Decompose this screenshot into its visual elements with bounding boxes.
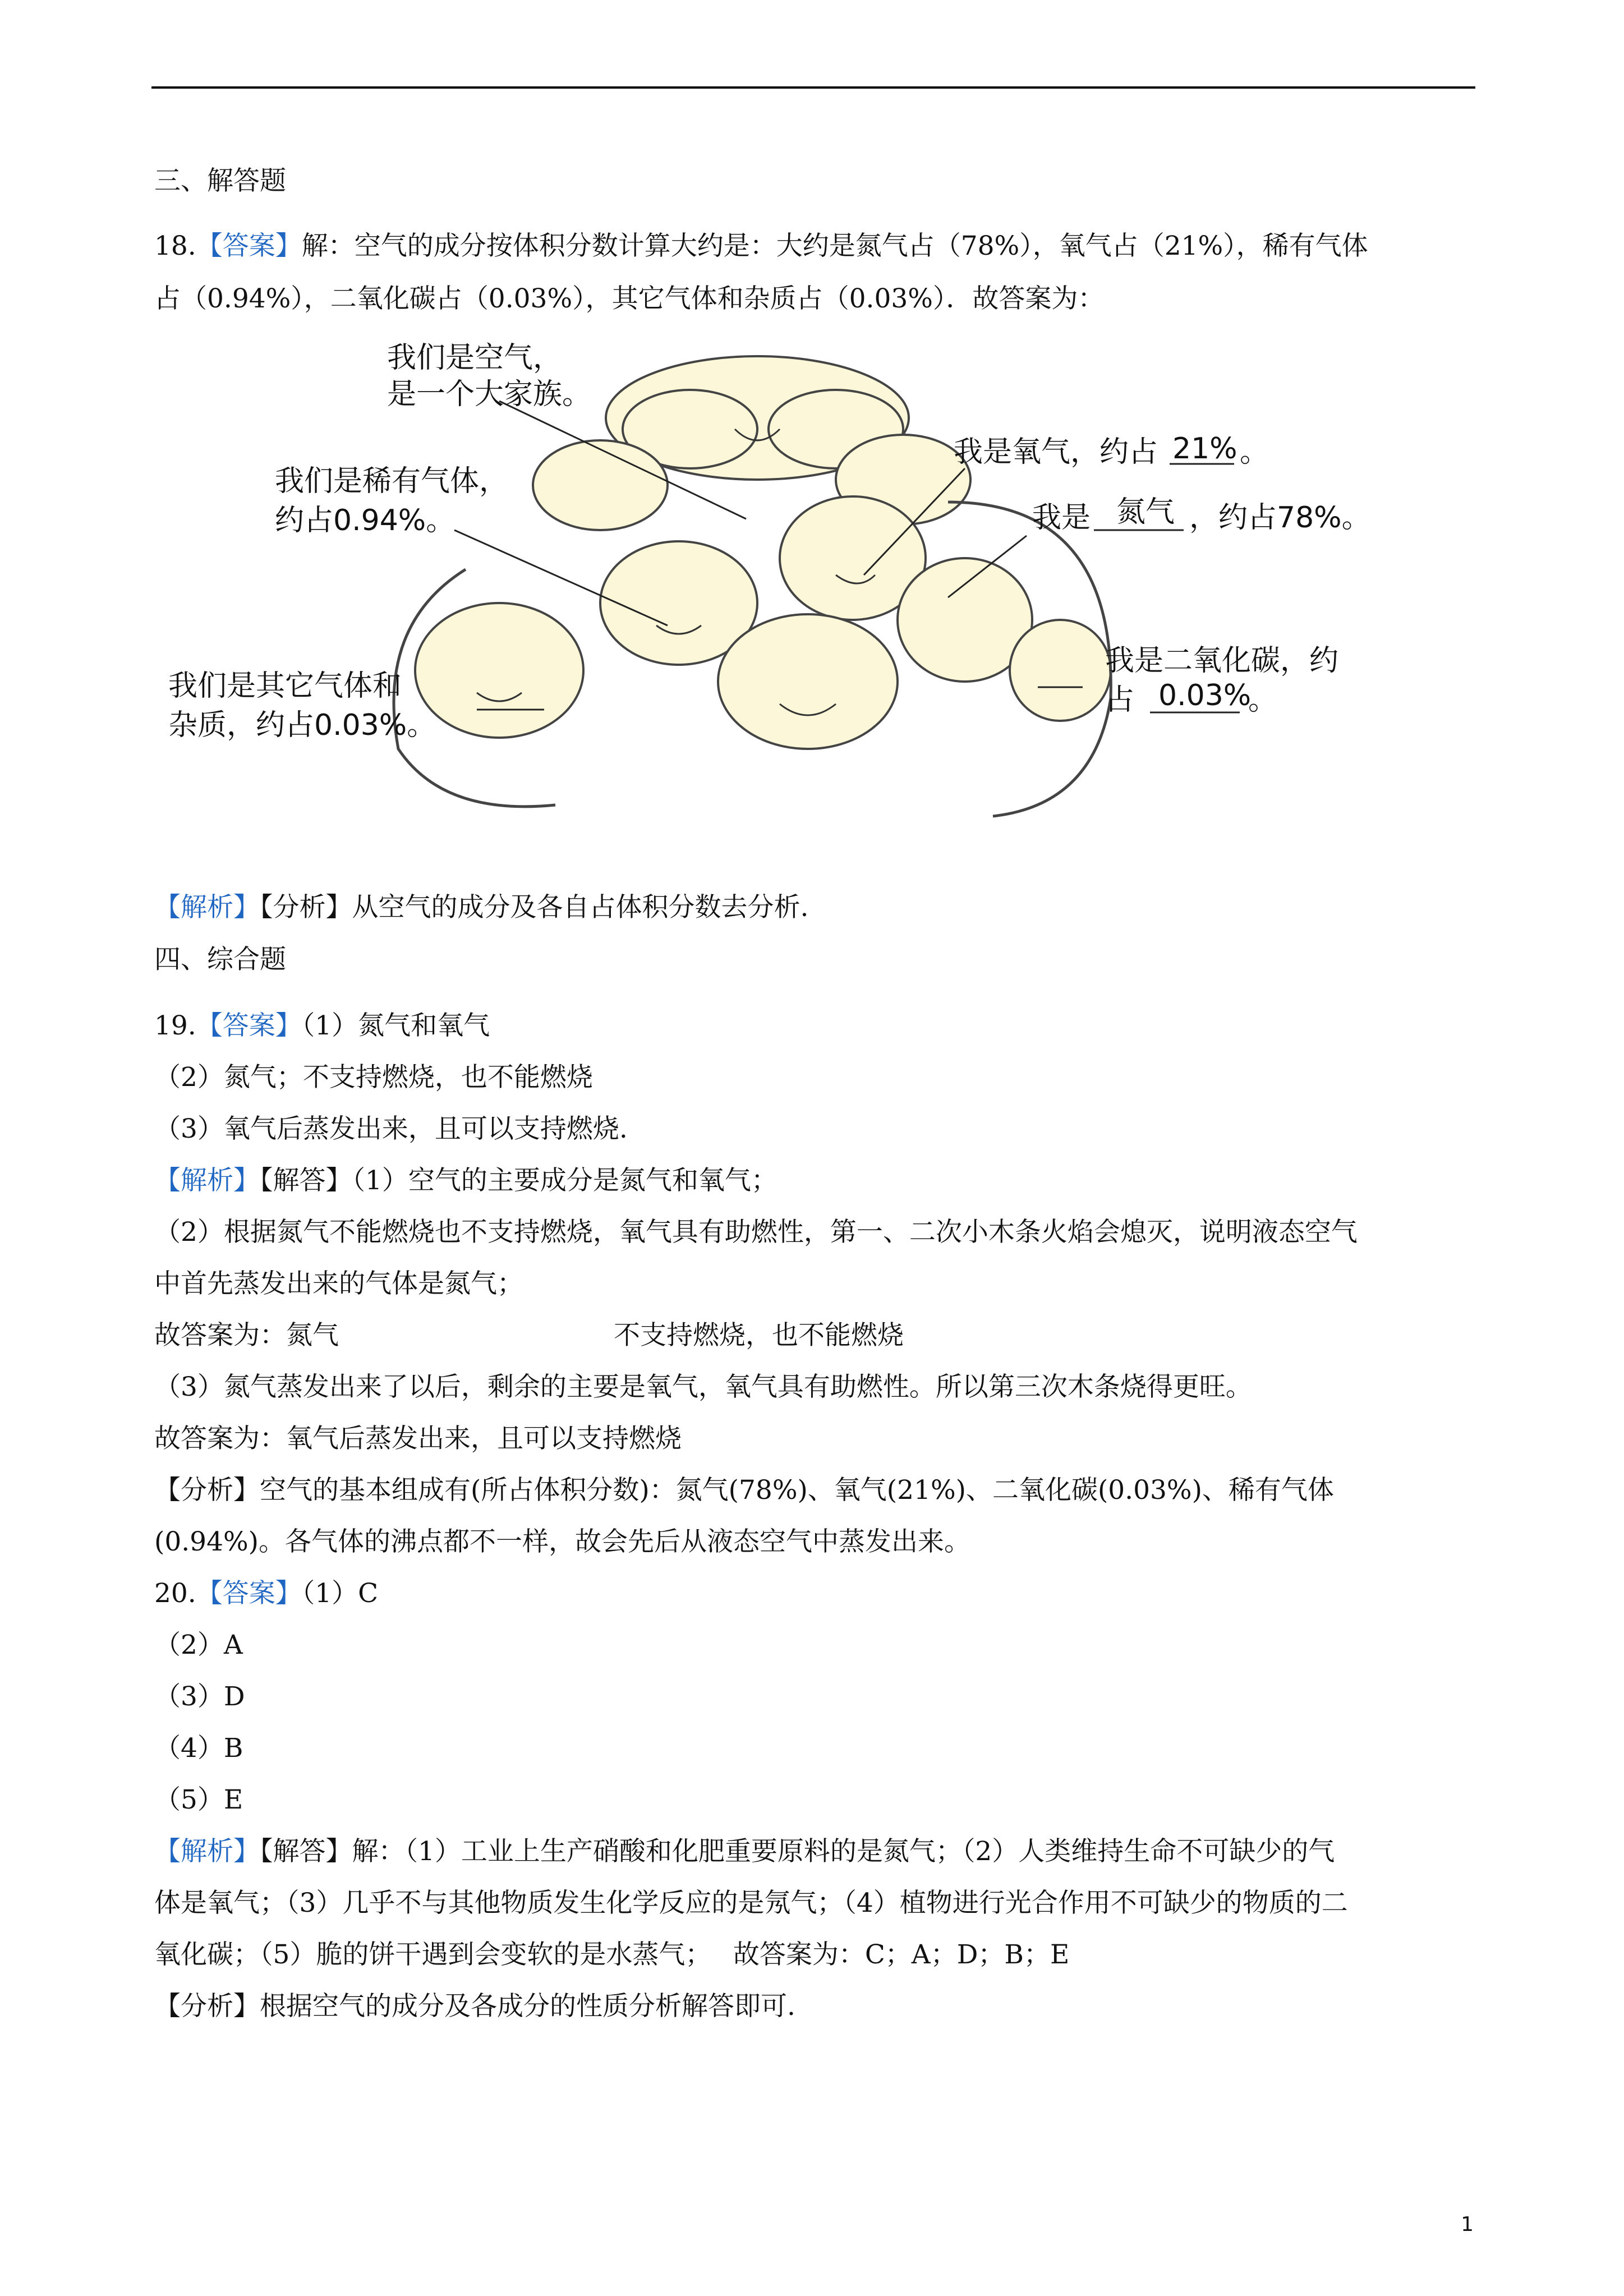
page-number: 1 — [1461, 2213, 1474, 2236]
q18-line-2: 占（0.94%），二氧化碳占（0.03%），其它气体和杂质占（0.03%）．故答案为： — [154, 283, 1105, 314]
q19-j3: 中首先蒸发出来的气体是氮气； — [154, 1268, 523, 1299]
jiexi-tag: 【解析】 — [154, 892, 260, 923]
q20-a1: （1）C — [301, 1578, 379, 1609]
q20-j2: 体是氧气；（3）几乎不与其他物质发生化学反应的是氖气；（4）植物进行光合作用不可缺少的物质的二 — [154, 1888, 1348, 1918]
q19-j4a: 故答案为：氮气 — [154, 1320, 339, 1351]
air-family-illustration — [163, 334, 1380, 839]
q20-f1: 【分析】根据空气的成分及各成分的性质分析解答即可. — [154, 1991, 795, 2022]
jiexi-tag: 【解析】 — [154, 1836, 260, 1867]
q19-j4 — [154, 1318, 904, 1353]
q19-f1: 【分析】空气的基本组成有(所占体积分数)：氮气(78%)、氧气(21%)、二氧化碳(0.03%)、稀有气体 — [154, 1475, 1334, 1506]
q19-j5: （3）氮气蒸发出来了以后，剩余的主要是氧气，氧气具有助燃性。所以第三次木条烧得更旺。 — [154, 1372, 1252, 1402]
illus-label-6a: 我们是其它气体和 — [168, 669, 402, 703]
illus-label-3b: 。 — [1240, 435, 1269, 469]
illus-label-2b: 约占0.94%。 — [275, 504, 456, 537]
face-other-gases — [415, 603, 583, 738]
q18-number: 18. — [154, 231, 196, 261]
q19-f2: (0.94%)。各气体的沸点都不一样，故会先后从液态空气中蒸发出来。 — [154, 1526, 970, 1557]
illus-label-4v: 氮气 — [1116, 495, 1175, 529]
q18-analysis-text: 【分析】从空气的成分及各自占体积分数去分析. — [260, 892, 809, 923]
q19-a2: （2）氮气；不支持燃烧，也不能燃烧 — [154, 1062, 593, 1093]
illus-label-5a: 我是二氧化碳，约 — [1105, 644, 1339, 678]
q19-j4b: 不支持燃烧，也不能燃烧 — [614, 1320, 904, 1351]
q18-analysis — [154, 890, 808, 925]
answer-tag: 【答案】 — [196, 1578, 302, 1609]
illus-label-6b: 杂质，约占0.03%。 — [168, 708, 436, 742]
section-3-title: 三、解答题 — [154, 165, 286, 196]
q20-a5: （5）E — [154, 1784, 243, 1815]
q19-j2: （2）根据氮气不能燃烧也不支持燃烧，氧气具有助燃性，第一、二次小木条火焰会熄灭，说明液态空气 — [154, 1217, 1358, 1248]
q20-jiexi-1 — [154, 1834, 1335, 1869]
q20-line-1 — [154, 1576, 378, 1611]
jiexi-tag: 【解析】 — [154, 1165, 260, 1196]
face-co2 — [718, 614, 898, 749]
header-rule — [151, 86, 1475, 89]
illus-label-5v: 0.03% — [1158, 679, 1252, 712]
illus-label-5b: 占 — [1105, 683, 1135, 717]
illus-label-5c: 。 — [1248, 683, 1278, 717]
illus-label-4a: 我是 — [1032, 501, 1091, 535]
q20-number: 20. — [154, 1578, 196, 1609]
q19-jiexi-1 — [154, 1163, 778, 1198]
answer-tag: 【答案】 — [196, 231, 302, 261]
q20-j1: 【解答】解：（1）工业上生产硝酸和化肥重要原料的是氮气；（2）人类维持生命不可缺少的气 — [260, 1836, 1335, 1867]
q19-a3: （3）氧气后蒸发出来，且可以支持燃烧. — [154, 1114, 628, 1144]
illus-label-1b: 是一个大家族。 — [387, 378, 592, 411]
q20-a2: （2）A — [154, 1630, 243, 1660]
illus-label-3a: 我是氧气，约占 — [954, 435, 1158, 469]
q20-j3: 氧化碳；（5）脆的饼干遇到会变软的是水蒸气； 故答案为：C；A；D；B；E — [154, 1939, 1070, 1970]
illus-label-3v: 21% — [1172, 432, 1237, 466]
section-4-title: 四、综合题 — [154, 944, 286, 975]
illus-label-1a: 我们是空气， — [387, 341, 563, 375]
q19-j6: 故答案为：氧气后蒸发出来，且可以支持燃烧 — [154, 1423, 682, 1454]
illus-label-2a: 我们是稀有气体， — [275, 464, 509, 498]
illus-label-4b: ，约占78%。 — [1189, 501, 1371, 535]
q19-j1: 【解答】（1）空气的主要成分是氮气和氧气； — [260, 1165, 778, 1196]
q18-text-1: 解：空气的成分按体积分数计算大约是：大约是氮气占（78%），氧气占（21%），稀有气体 — [301, 231, 1368, 261]
q19-a1: （1）氮气和氧气 — [301, 1010, 490, 1041]
q20-a4: （4）B — [154, 1733, 243, 1764]
q19-line-1 — [154, 1009, 490, 1043]
answer-tag: 【答案】 — [196, 1010, 302, 1041]
q18-line-1 — [154, 229, 1368, 264]
q19-number: 19. — [154, 1010, 196, 1041]
q20-a3: （3）D — [154, 1681, 245, 1712]
